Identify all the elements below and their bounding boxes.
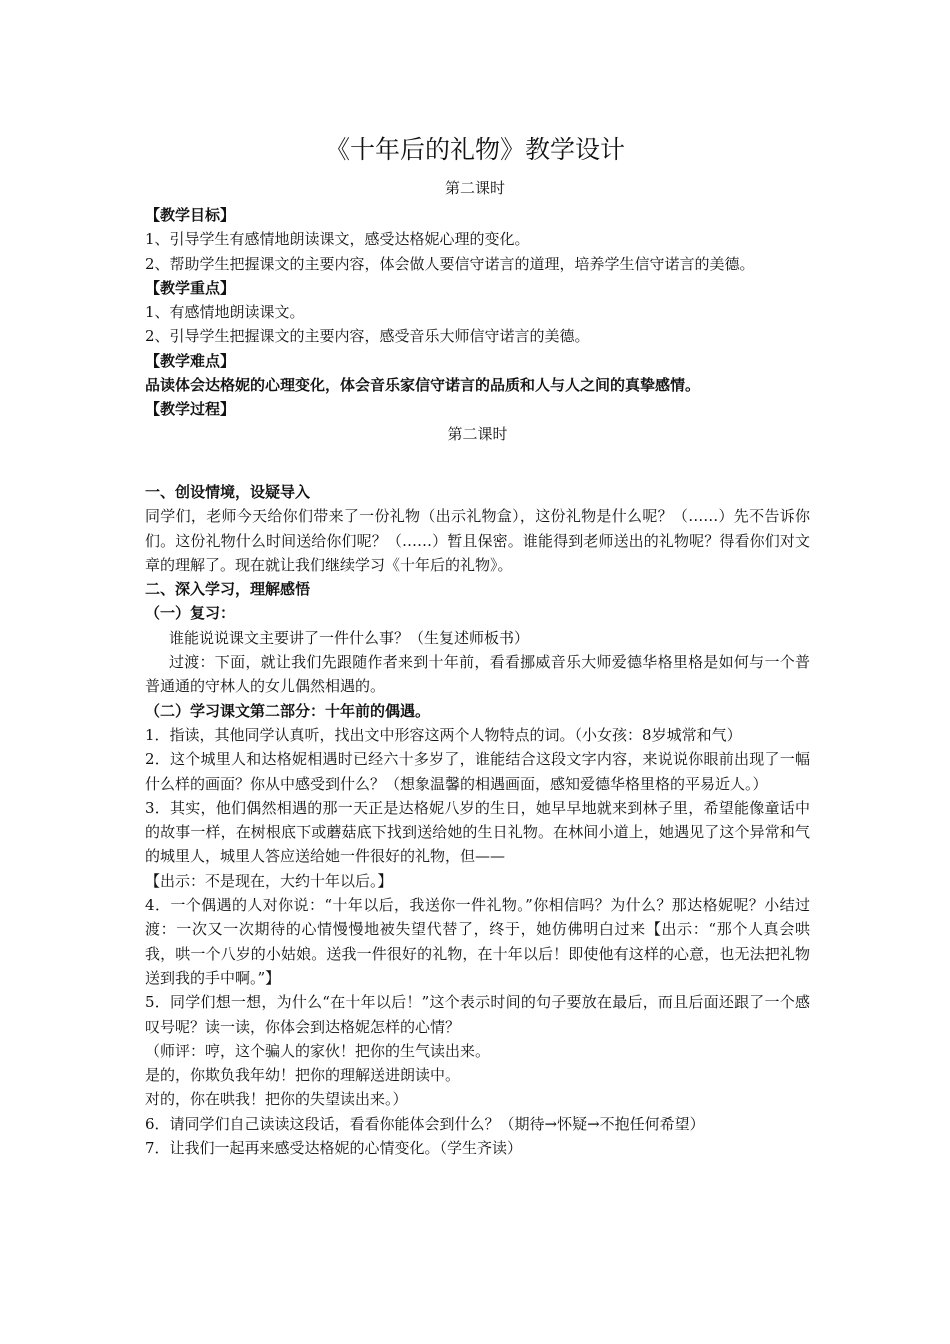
goals-heading: 【教学目标】	[145, 206, 236, 224]
part2-item: 7．让我们一起再来感受达格妮的心情变化。（学生齐读）	[145, 1138, 523, 1157]
part2-item: 5．同学们想一想，为什么“在十年以后！”这个表示时间的句子要放在最后，而且后面还跟了一个感叹号呢？读一读，你体会到达格妮怎样的心情？	[145, 993, 810, 1036]
process-lesson-label: 第二课时	[447, 424, 508, 443]
key-point-item: 1、有感情地朗读课文。	[145, 303, 305, 322]
difficulty-text: 品读体会达格妮的心理变化，体会音乐家信守诺言的品质和人与人之间的真挚感情。	[145, 376, 701, 395]
review-line: 过渡：下面，就让我们先跟随作者来到十年前，看看挪威音乐大师爱德华格里格是如何与一个普普通通的守林人的女儿偶然相遇的。	[145, 653, 810, 696]
part2-item: 1．指读，其他同学认真听，找出文中形容这两个人物特点的词。（小女孩：8岁城常和气）	[145, 725, 742, 744]
process-heading: 【教学过程】	[145, 400, 236, 419]
part2-item: 【出示：不是现在，大约十年以后。】	[145, 871, 393, 890]
document-body	[145, 203, 810, 1160]
part2-item: 2．这个城里人和达格妮相遇时已经六十多岁了，谁能结合这段文字内容，来说说你眼前出现了一幅什么样的画面？你从中感受到什么？（想象温馨的相遇画面，感知爱德华格里格的平易近人。）	[145, 750, 810, 793]
part2-item: 3．其实，他们偶然相遇的那一天正是达格妮八岁的生日，她早早地就来到林子里，希望能像童话中的故事一样，在树根底下或蘑菇底下找到送给她的生日礼物。在林间小道上，她遇见了这个异常和气的城里人，城里人答应送给她一件很好的礼物，但——	[145, 798, 810, 866]
part2-item: 是的，你欺负我年幼！把你的理解送进朗读中。	[145, 1066, 461, 1085]
lesson-label: 第二课时	[444, 179, 505, 197]
part2-item: 6．请同学们自己读读这段话，看看你能体会到什么？（期待→怀疑→不抱任何希望）	[145, 1114, 705, 1133]
part2-heading: （二）学习课文第二部分：十年前的偶遇。	[145, 701, 431, 720]
part2-item: （师评：哼，这个骗人的家伙！把你的生气读出来。	[145, 1041, 491, 1060]
key-points-heading: 【教学重点】	[145, 278, 236, 297]
section2-heading: 二、深入学习，理解感悟	[145, 580, 311, 599]
difficulty-heading: 【教学难点】	[145, 351, 236, 370]
part2-item: 对的，你在哄我！把你的失望读出来。）	[145, 1090, 408, 1109]
goal-item: 1、引导学生有感情地朗读课文，感受达格妮心理的变化。	[145, 230, 530, 249]
section1-paragraph: 同学们，老师今天给你们带来了一份礼物（出示礼物盒），这份礼物是什么呢？（……）先不告诉你们。这份礼物什么时间送给你们呢？（……）暂且保密。谁能得到老师送出的礼物呢？得看你们对文章的理解了。现在就让我们继续学习《十年后的礼物》。	[145, 507, 810, 574]
section1-heading: 一、创设情境，设疑导入	[145, 482, 311, 501]
review-heading: （一）复习：	[145, 604, 236, 623]
goal-item: 2、帮助学生把握课文的主要内容，体会做人要信守诺言的道理，培养学生信守诺言的美德。	[145, 254, 755, 273]
key-point-item: 2、引导学生把握课文的主要内容，感受音乐大师信守诺言的美德。	[145, 327, 590, 346]
part2-item: 4．一个偶遇的人对你说：“十年以后，我送你一件礼物。”你相信吗？为什么？那达格妮呢？小结过渡：一次又一次期待的心情慢慢地被失望代替了，终于，她仿佛明白过来【出示：“那个人真会哄我，哄一个八岁的小姑娘。送我一件很好的礼物，在十年以后！即使他有这样的心意，也无法把礼物送到我的手中啊。”】	[145, 896, 810, 987]
document-title: 《十年后的礼物》教学设计	[324, 135, 625, 164]
review-line: 谁能说说课文主要讲了一件什么事？（生复述师板书）	[169, 628, 530, 647]
